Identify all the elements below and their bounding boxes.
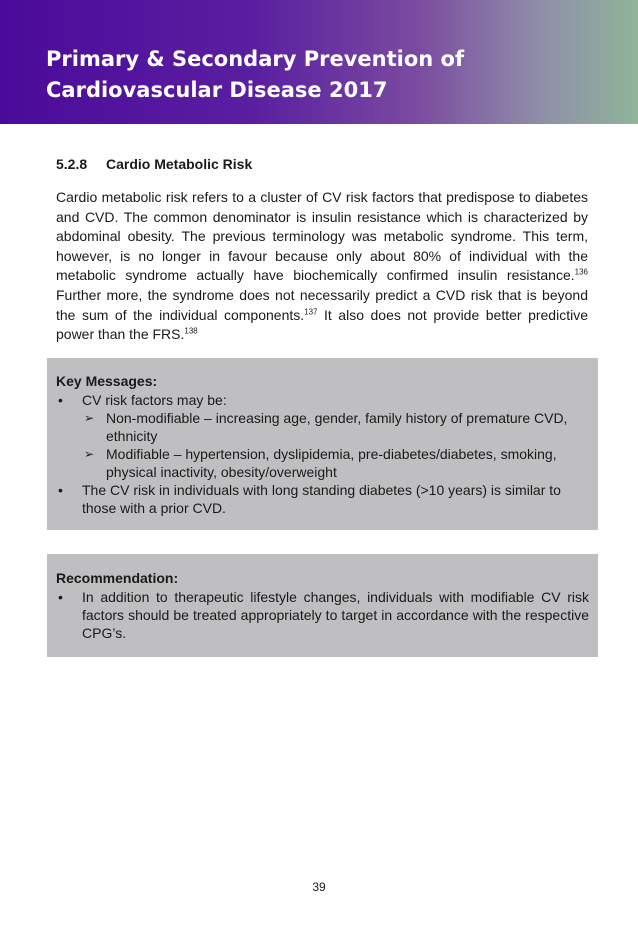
reference-137: 137 xyxy=(304,306,318,316)
reference-138: 138 xyxy=(184,326,198,336)
bullet-icon: • xyxy=(58,392,63,408)
paragraph-text-3: It also does not provide better predictive power than the FRS. xyxy=(56,306,588,343)
paragraph-text-1: Cardio metabolic risk refers to a cluster of CV risk factors that predispose to diabetes and CVD. The common denominator is insulin resistance which is characterized by abdominal obesity. The previous terminology was metabolic syndrome. This term, however, is no longer in favour because only about 80% of individual with the metabolic syndrome actually have biochemically confirmed insulin resistance. xyxy=(56,189,588,284)
recommendation-box xyxy=(47,554,598,657)
section-number: 5.2.8 xyxy=(56,156,88,172)
section-title: Cardio Metabolic Risk xyxy=(106,156,253,172)
sub-list-item-text: Non-modifiable – increasing age, gender, family history of premature CVD, ethnicity xyxy=(106,410,568,444)
paragraph-text-2: Further more, the syndrome does not necessarily predict a CVD risk that is beyond the sum of the individual components. xyxy=(56,286,588,323)
list-item xyxy=(56,481,589,517)
sub-list-item xyxy=(82,445,589,481)
arrow-bullet-icon: ➢ xyxy=(84,411,95,425)
section-heading xyxy=(56,156,252,172)
header-banner xyxy=(0,0,638,124)
page-number: 39 xyxy=(312,880,326,894)
key-messages-list xyxy=(56,391,589,517)
body-paragraph xyxy=(56,188,588,345)
sub-list-item-text: Modifiable – hypertension, dyslipidemia, pre-diabetes/diabetes, smoking, physical inactivity, obesity/overweight xyxy=(106,446,557,480)
arrow-bullet-icon: ➢ xyxy=(84,447,95,461)
list-item-text: The CV risk in individuals with long standing diabetes (>10 years) is similar to those with a prior CVD. xyxy=(82,482,561,516)
sub-list-item xyxy=(82,409,589,445)
list-item-text: In addition to therapeutic lifestyle changes, individuals with modifiable CV risk factors should be treated appropriately to target in accordance with the respective CPG’s. xyxy=(82,589,589,641)
list-item xyxy=(56,588,589,642)
document-title: Primary & Secondary Prevention of Cardiovascular Disease 2017 xyxy=(46,47,465,102)
list-item-text: CV risk factors may be: xyxy=(82,392,227,408)
recommendation-title: Recommendation: xyxy=(56,570,179,586)
bullet-icon: • xyxy=(58,482,63,498)
bullet-icon: • xyxy=(58,589,63,605)
reference-136: 136 xyxy=(574,267,588,277)
recommendation-list xyxy=(56,588,589,642)
list-item xyxy=(56,391,589,409)
key-messages-box xyxy=(47,358,598,530)
key-messages-title: Key Messages: xyxy=(56,373,158,389)
